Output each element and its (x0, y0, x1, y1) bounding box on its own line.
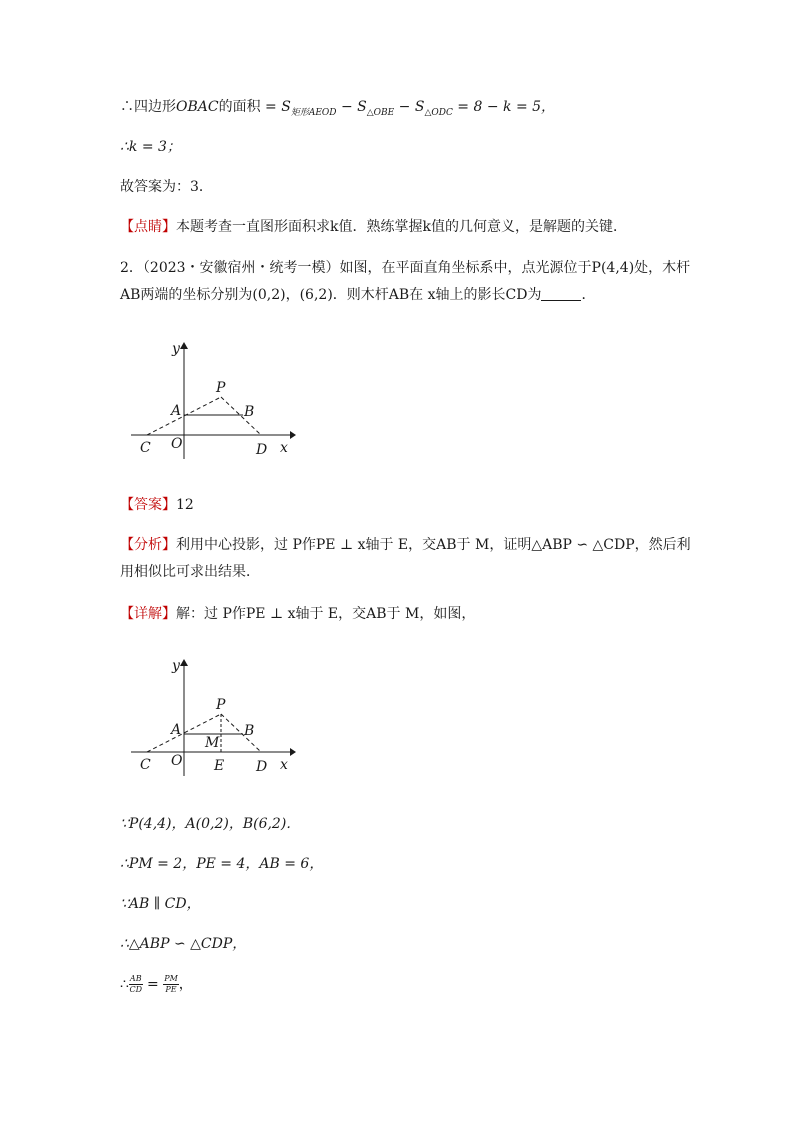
y-label: y (172, 341, 180, 357)
text: = 8 − k = 5， (452, 99, 556, 115)
numerator: AB (129, 974, 142, 983)
point-b-label: B (244, 723, 255, 739)
point-p-label: P (216, 697, 226, 713)
point-c-label: C (140, 440, 151, 456)
given-points-line: ∵P(4,4)，A(0,2)，B(6,2)． (120, 816, 301, 832)
point-e-label: E (214, 758, 225, 774)
detail-text: 解：过 P作PE ⊥ x轴于 E，交AB于 M，如图， (176, 606, 476, 622)
text: − S (336, 99, 367, 115)
question-line-2 (120, 285, 595, 305)
y-label: y (172, 658, 180, 674)
comment-text: 本题考查一直图形面积求k值．熟练掌握k值的几何意义，是解题的关键． (176, 219, 627, 235)
y-axis-arrow (180, 342, 188, 349)
parallel-line: ∵AB ∥ CD， (120, 896, 201, 912)
point-a-label: A (171, 722, 182, 738)
k-value-line: ∴k = 3； (120, 139, 181, 155)
analysis-line-1 (120, 535, 691, 555)
similar-line: ∴△ABP ∽ △CDP， (120, 936, 247, 952)
text: = S (260, 99, 291, 115)
ratio-line (120, 974, 193, 995)
text: OBAC (176, 99, 219, 115)
answer-value: 12 (176, 497, 194, 513)
ray-pd (221, 397, 261, 435)
point-d-label: D (256, 442, 268, 458)
x-axis-arrow (290, 431, 296, 439)
text: 的面积 (218, 99, 261, 115)
figure-2 (120, 652, 300, 782)
answer-tag: 【答案】 (120, 497, 176, 513)
subscript: △OBE (366, 108, 395, 118)
answer-section (120, 495, 194, 515)
denominator: CD (129, 985, 143, 994)
answer-line: 故答案为：3． (120, 179, 213, 195)
x-label: x (280, 757, 288, 773)
area-equation-line (120, 97, 555, 123)
denominator: PE (165, 985, 177, 994)
equals: = (142, 976, 164, 993)
text: − S (394, 99, 425, 115)
ray-pd (221, 714, 261, 752)
subscript: △ODC (424, 108, 453, 118)
figure-1 (120, 335, 300, 465)
fraction-pm-pe (163, 974, 179, 995)
therefore-symbol: ∴ (120, 976, 129, 993)
comment-line (120, 217, 627, 237)
point-m-label: M (205, 735, 220, 751)
point-a-label: A (171, 403, 182, 419)
x-axis-arrow (290, 748, 296, 756)
fraction-ab-cd (129, 974, 143, 995)
subscript: 矩形AEOD (290, 108, 337, 118)
question-number: 2． (120, 260, 143, 276)
question-text: AB两端的坐标分别为(0,2)，(6,2)．则木杆AB在 x轴上的影长CD为 (120, 287, 542, 303)
numerator: PM (164, 974, 178, 983)
text: ∴四边形 (120, 99, 176, 115)
detail-tag: 【详解】 (120, 606, 176, 622)
point-c-label: C (140, 757, 151, 773)
analysis-line-2: 用相似比可求出结果． (120, 564, 260, 580)
comma: ， (178, 976, 193, 993)
point-b-label: B (244, 404, 255, 420)
comment-tag: 【点睛】 (120, 219, 176, 235)
lengths-line: ∴PM = 2，PE = 4，AB = 6， (120, 856, 324, 872)
question-end: ． (581, 287, 596, 303)
answer-blank (541, 286, 581, 301)
y-axis-arrow (180, 659, 188, 666)
x-label: x (280, 440, 288, 456)
point-o-label: O (171, 436, 183, 452)
question-line-1 (120, 258, 690, 278)
point-p-label: P (216, 380, 226, 396)
question-text: （2023・安徽宿州・统考一模）如图，在平面直角坐标系中，点光源位于P(4,4)处，木杆 (142, 260, 691, 276)
analysis-tag: 【分析】 (120, 537, 176, 553)
detail-line (120, 604, 475, 624)
point-o-label: O (171, 753, 183, 769)
analysis-text: 利用中心投影，过 P作PE ⊥ x轴于 E，交AB于 M，证明△ABP ∽ △CDP，然后利 (176, 537, 691, 553)
point-d-label: D (256, 759, 268, 775)
